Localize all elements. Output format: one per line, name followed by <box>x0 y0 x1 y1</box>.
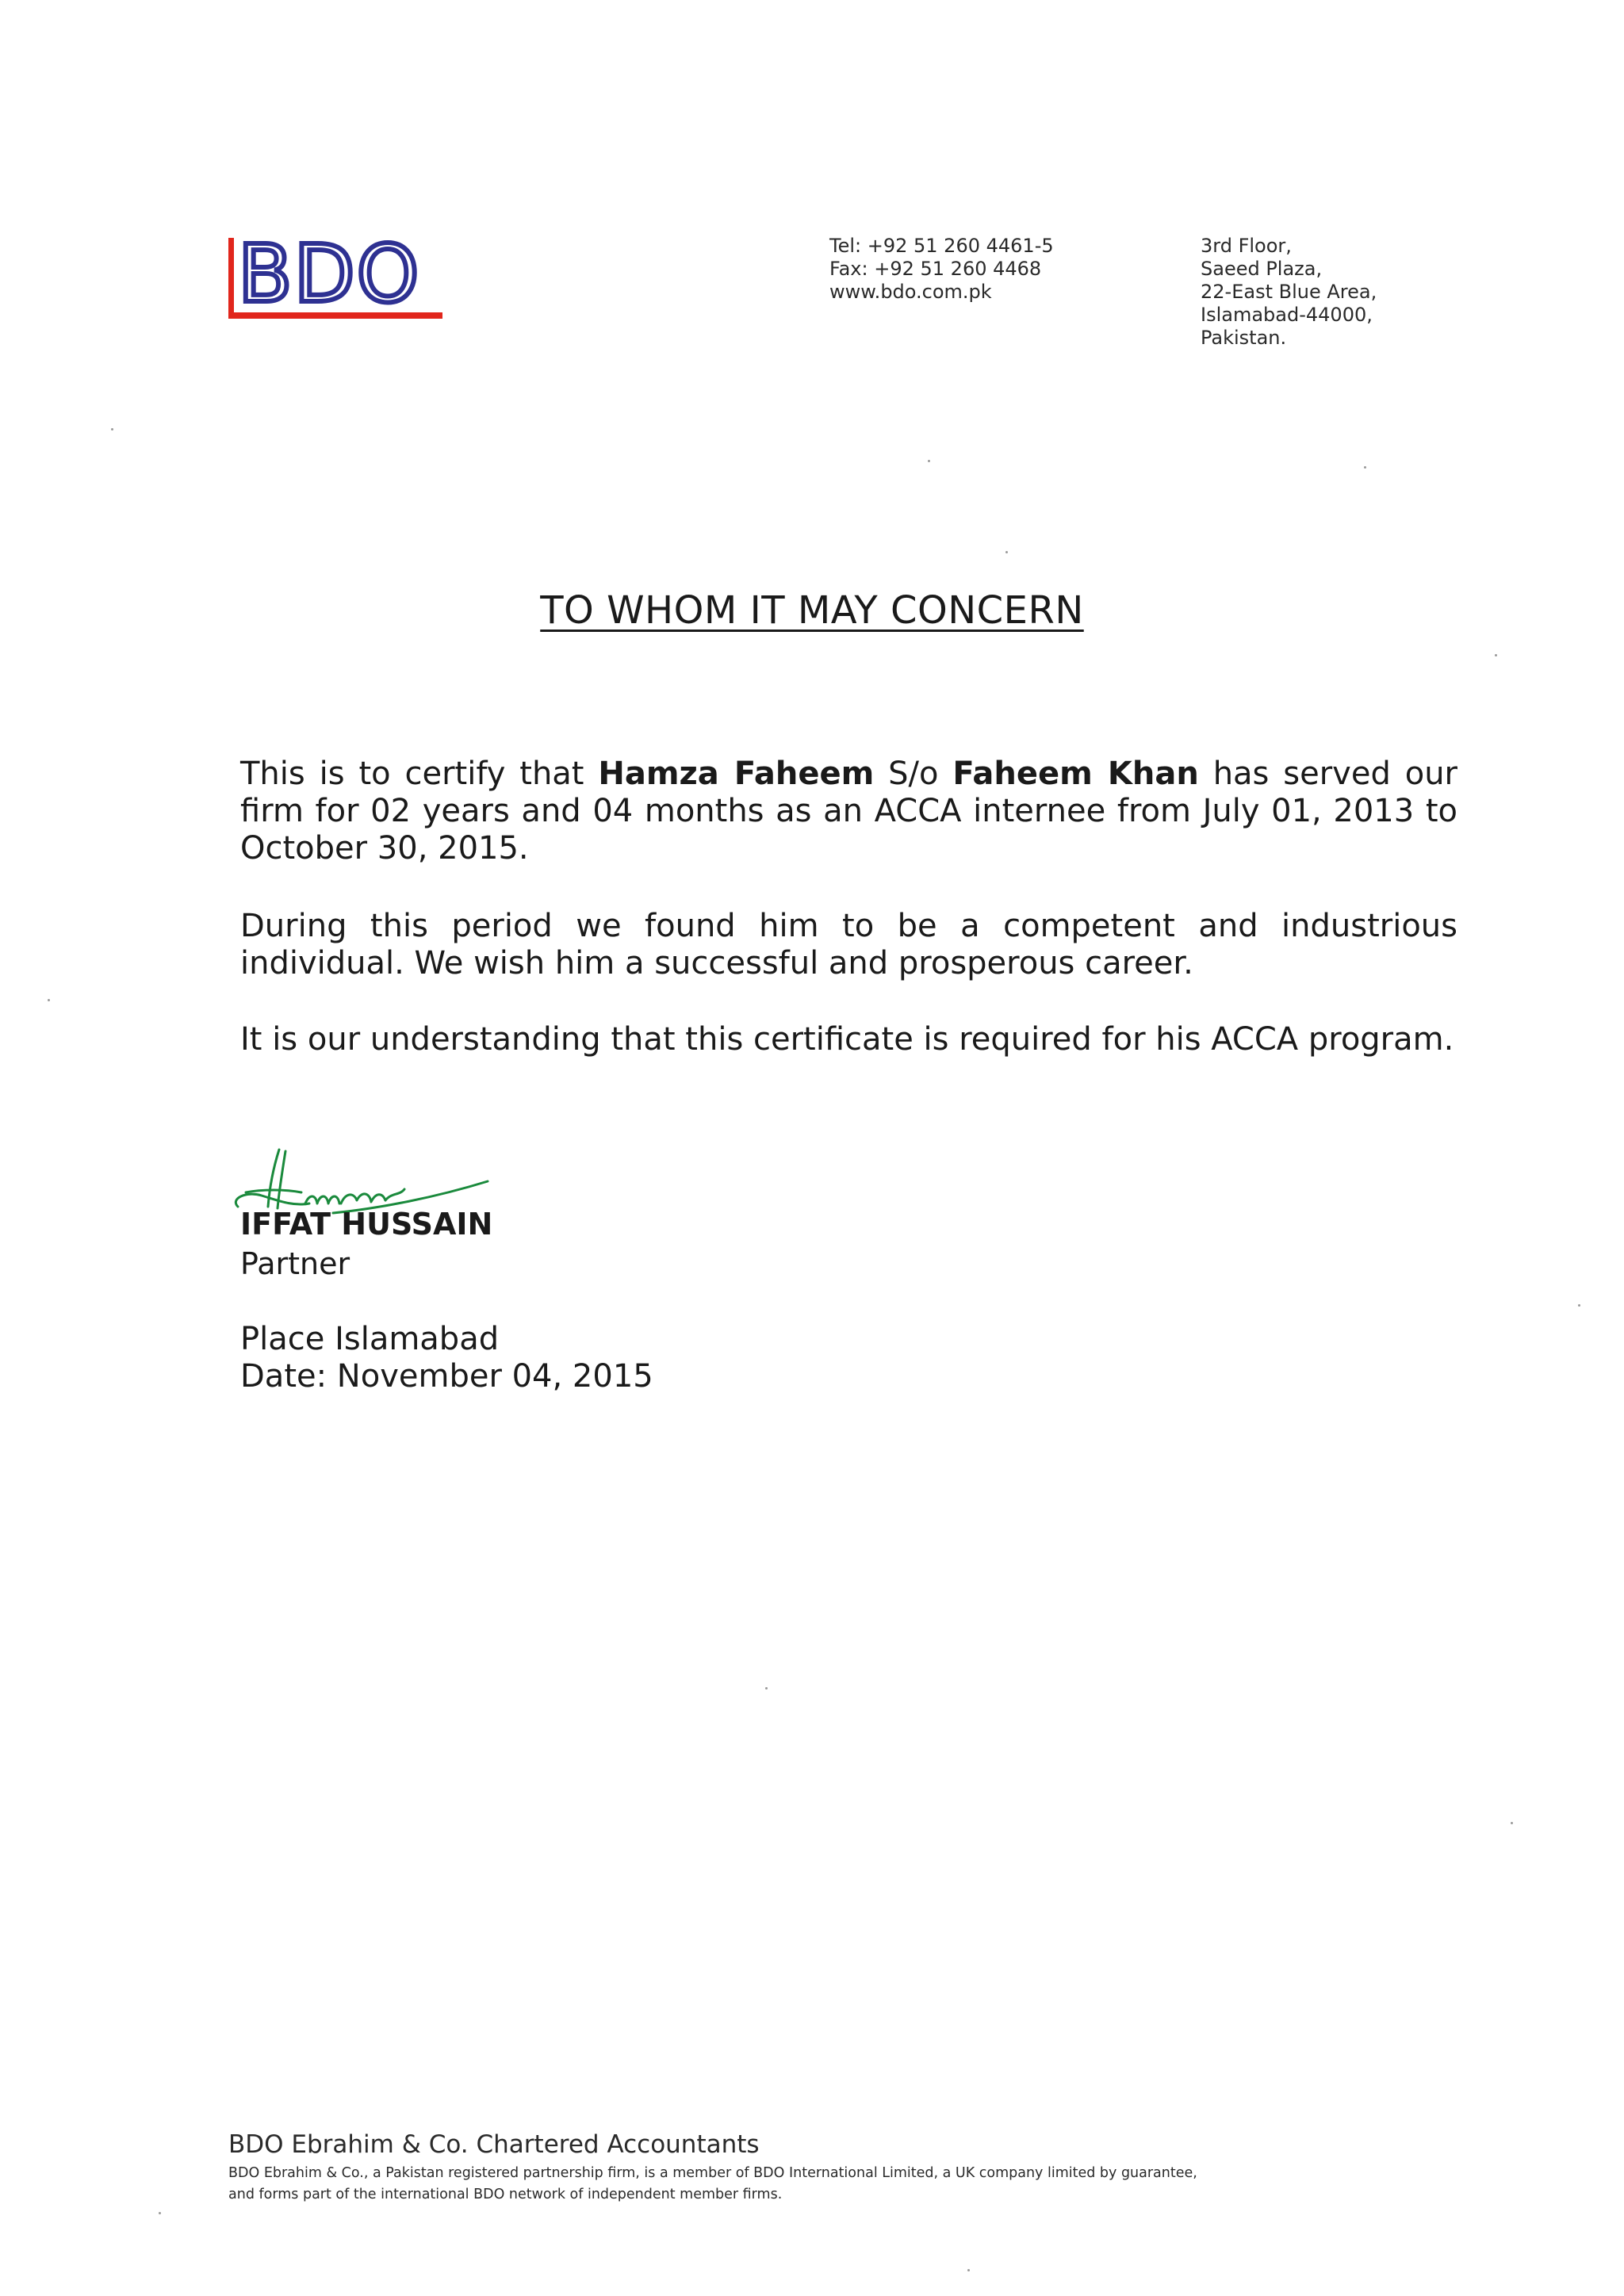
contact-tel: Tel: +92 51 260 4461-5 <box>829 235 1054 257</box>
footer-note-line: BDO Ebrahim & Co., a Pakistan registered partnership firm, is a member of BDO International Limited, a UK company limited by guarantee, <box>228 2165 1197 2181</box>
paragraph-certification <box>240 756 1457 867</box>
footer-firm-name: BDO Ebrahim & Co. Chartered Accountants <box>228 2130 760 2159</box>
contact-fax: Fax: +92 51 260 4468 <box>829 258 1042 280</box>
paragraph-purpose: It is our understanding that this certificate is required for his ACCA program. <box>240 1021 1454 1058</box>
contact-website[interactable]: www.bdo.com.pk <box>829 281 992 303</box>
address-block <box>1201 235 1377 350</box>
employee-name: Hamza Faheem <box>598 756 875 792</box>
date-line: Date: November 04, 2015 <box>240 1358 653 1395</box>
footer-note-line: and forms part of the international BDO network of independent member firms. <box>228 2187 783 2202</box>
bdo-logo <box>228 230 442 319</box>
signatory-title: Partner <box>240 1246 350 1281</box>
handwritten-signature <box>230 1143 492 1215</box>
address-line: Saeed Plaza, <box>1201 258 1323 280</box>
signatory-name: IFFAT HUSSAIN <box>240 1207 493 1242</box>
p1-so: S/o <box>874 756 953 792</box>
address-line: 3rd Floor, <box>1201 235 1292 257</box>
contact-block <box>829 235 1054 304</box>
p1-rest: has served our firm for 02 years and 04 months as an ACCA internee from July 01, 2013 to October 30, 2015. <box>240 756 1457 867</box>
address-line: Islamabad-44000, <box>1201 304 1373 326</box>
logo-red-bar <box>228 238 234 319</box>
address-line: Pakistan. <box>1201 327 1287 349</box>
logo-text: BDO <box>238 230 421 319</box>
father-name: Faheem Khan <box>952 756 1199 792</box>
place-line: Place Islamabad <box>240 1321 500 1357</box>
letter-title <box>0 588 1624 633</box>
paragraph-assessment: During this period we found him to be a competent and industrious individual. We wish him a successful and prosperous career. <box>240 908 1457 982</box>
address-line: 22-East Blue Area, <box>1201 281 1377 303</box>
footer-legal-note <box>228 2163 1339 2206</box>
letter-title-text: TO WHOM IT MAY CONCERN <box>540 588 1084 633</box>
p1-lead: This is to certify that <box>240 756 599 792</box>
